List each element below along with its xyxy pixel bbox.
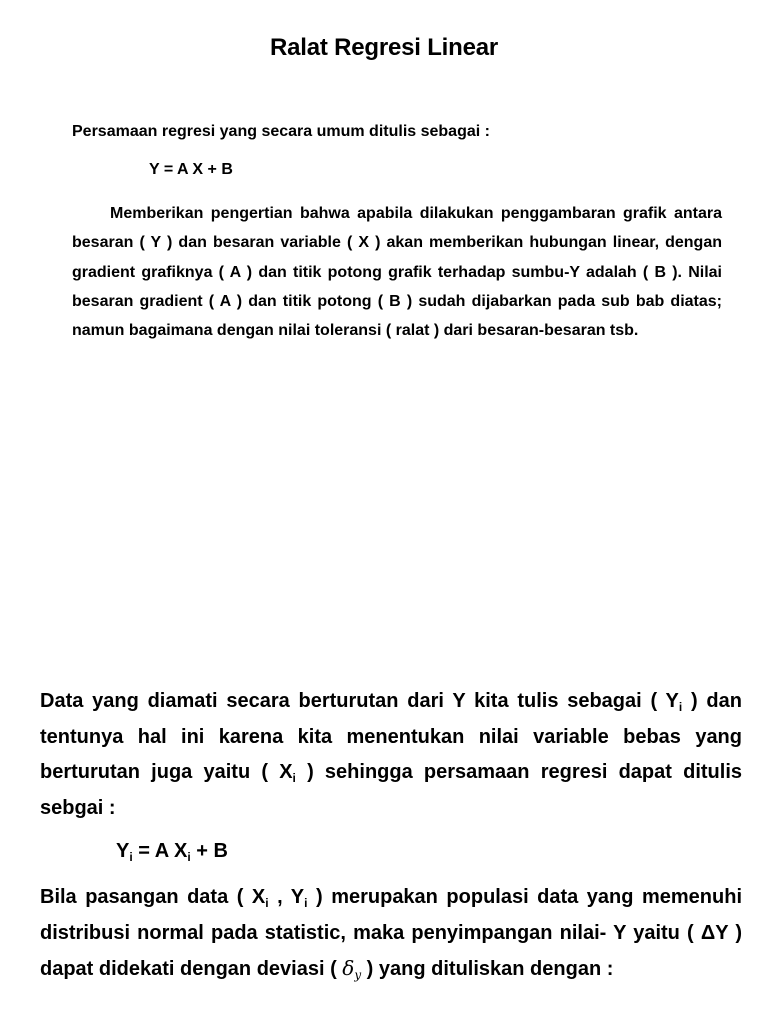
subscript-i: i [265, 896, 269, 910]
distribution-paragraph-part-1: Bila pasangan data ( X [40, 886, 266, 908]
data-paragraph [40, 684, 742, 826]
subscript-i: i [678, 700, 683, 714]
distribution-paragraph-part-3: ) merupakan populasi data yang memenuhi distribusi normal pada statistic, maka penyimpangan nilai- Y yaitu ( ΔY ) dapat didekati dengan deviasi ( [40, 886, 743, 980]
distribution-paragraph [40, 880, 742, 988]
subscript-i: i [292, 771, 296, 785]
delta-symbol: δ [342, 956, 355, 980]
indexed-regression-equation [116, 840, 228, 863]
subscript-i: i [129, 850, 133, 864]
distribution-paragraph-part-2: , Y [268, 886, 305, 908]
slide-2 [0, 660, 768, 1024]
equation-middle: = A X [132, 840, 188, 862]
subscript-i: i [304, 896, 308, 910]
data-paragraph-part-1: Data yang diamati secara berturutan dari Y kita tulis sebagai ( Y [40, 690, 679, 712]
data-paragraph-part-3: ) sehingga persamaan regresi dapat ditulis sebgai : [40, 761, 743, 819]
equation-end: + B [190, 840, 228, 862]
intro-text: Persamaan regresi yang secara umum ditulis sebagai : [72, 123, 490, 140]
page-title: Ralat Regresi Linear [269, 34, 499, 61]
data-paragraph-part-2: ) dan tentunya hal ini karena kita menentukan nilai variable bebas yang berturutan juga yaitu ( X [40, 690, 742, 783]
equation-y: Y [116, 840, 130, 862]
delta-subscript-y: y [354, 968, 362, 982]
subscript-i: i [187, 850, 191, 864]
explanation-paragraph: Memberikan pengertian bahwa apabila dilakukan penggambaran grafik antara besaran ( Y ) dan besaran variable ( X ) akan memberikan hubungan linear, dengan gradient grafiknya ( A ) dan titik potong grafik terhadap sumbu-Y adalah ( B ). Nilai besaran gradient ( A ) dan titik potong ( B ) sudah dijabarkan pada sub bab diatas; namun bagaimana dengan nilai toleransi ( ralat ) dari besaran-besaran tsb. [72, 205, 722, 340]
distribution-paragraph-part-4: ) yang dituliskan dengan : [361, 958, 614, 980]
regression-equation: Y = A X + B [149, 161, 233, 178]
